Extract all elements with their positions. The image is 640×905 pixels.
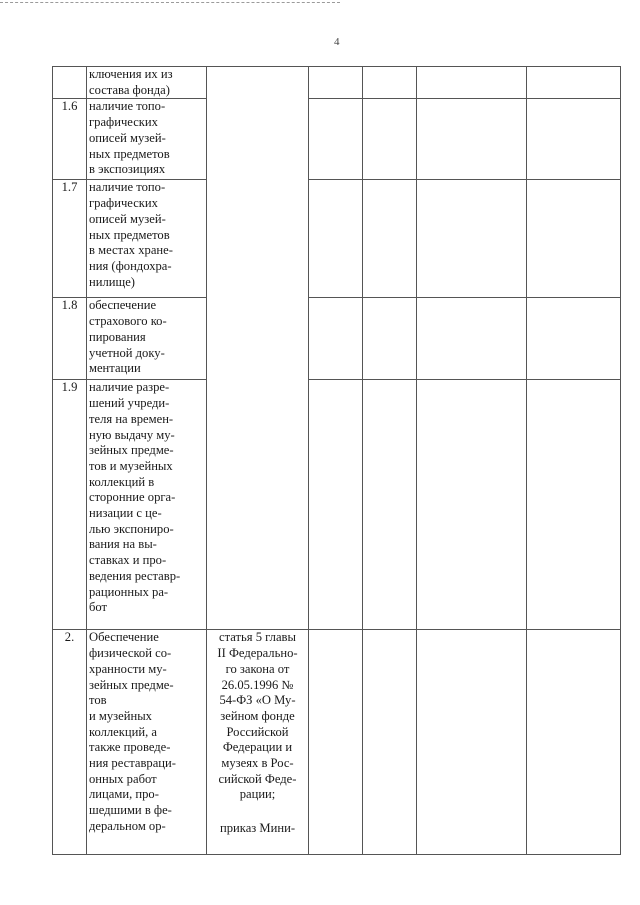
- requirement-text: ключения их из состава фонда): [89, 67, 173, 97]
- row-requirement-text: [87, 99, 207, 180]
- row-requirement-text: [87, 380, 207, 630]
- empty-cell: [363, 180, 417, 298]
- empty-cell: [363, 67, 417, 99]
- row-requirement-text: [87, 298, 207, 380]
- requirement-text: наличие разре- шений учреди- теля на времен- ную выдачу му- зейных предме- тов и музейных коллекций в сторонние орга- низации с це- лью экспониро- вания на вы- ставках и про- ведения реставр- рационных ра- бот: [89, 380, 181, 615]
- empty-cell: [527, 298, 621, 380]
- empty-cell: [363, 298, 417, 380]
- requirement-text: обеспечение страхового ко- пирования учетной доку- ментации: [89, 298, 167, 376]
- requirement-text: наличие топо- графических описей музей- ных предметов в местах хране- ния (фондохра- нилище): [89, 180, 173, 289]
- row-number: 1.8: [53, 298, 87, 380]
- empty-cell: [363, 99, 417, 180]
- empty-cell: [417, 180, 527, 298]
- row-number: [53, 67, 87, 99]
- legal-basis-text: [207, 630, 309, 855]
- empty-cell: [417, 630, 527, 855]
- row-requirement-text: [87, 180, 207, 298]
- empty-cell: [309, 380, 363, 630]
- inspection-checklist-table: [52, 66, 621, 855]
- empty-cell: [363, 630, 417, 855]
- table-row: [53, 380, 621, 630]
- empty-cell: [363, 380, 417, 630]
- empty-cell: [417, 380, 527, 630]
- row-number: 1.6: [53, 99, 87, 180]
- row-number: 1.9: [53, 380, 87, 630]
- legal-basis-order: приказ Мини-: [219, 821, 296, 836]
- empty-cell: [527, 180, 621, 298]
- empty-cell: [309, 630, 363, 855]
- table-row: [53, 67, 621, 99]
- empty-cell: [309, 67, 363, 99]
- spacer: [209, 803, 306, 821]
- empty-cell: [527, 99, 621, 180]
- requirement-text: наличие топо- графических описей музей- ных предметов в экспозициях: [89, 99, 170, 177]
- row-number: 2.: [53, 630, 87, 855]
- requirement-text: Обеспечение физической со- хранности му- зейных предме- тов и музейных коллекций, а также проведе- ния реставраци- онных работ лицами, про- шедшими в фе- деральном ор-: [89, 630, 176, 833]
- table-row: [53, 298, 621, 380]
- table-row: [53, 630, 621, 855]
- legal-basis-cell: [207, 67, 309, 630]
- empty-cell: [527, 630, 621, 855]
- empty-cell: [309, 298, 363, 380]
- empty-cell: [309, 99, 363, 180]
- empty-cell: [309, 180, 363, 298]
- page-number: 4: [334, 36, 340, 48]
- legal-basis-law: статья 5 главы II Федерально- го закона от 26.05.1996 № 54-ФЗ «О Му- зейном фонде Российской Федерации и музеях в Рос- сийской Феде- рации;: [217, 630, 298, 802]
- row-number: 1.7: [53, 180, 87, 298]
- table-row: [53, 180, 621, 298]
- empty-cell: [527, 67, 621, 99]
- scan-top-dashed-line: [0, 2, 340, 3]
- empty-cell: [527, 380, 621, 630]
- empty-cell: [417, 298, 527, 380]
- row-requirement-text: [87, 67, 207, 99]
- table-row: [53, 99, 621, 180]
- row-requirement-text: [87, 630, 207, 855]
- empty-cell: [417, 99, 527, 180]
- empty-cell: [417, 67, 527, 99]
